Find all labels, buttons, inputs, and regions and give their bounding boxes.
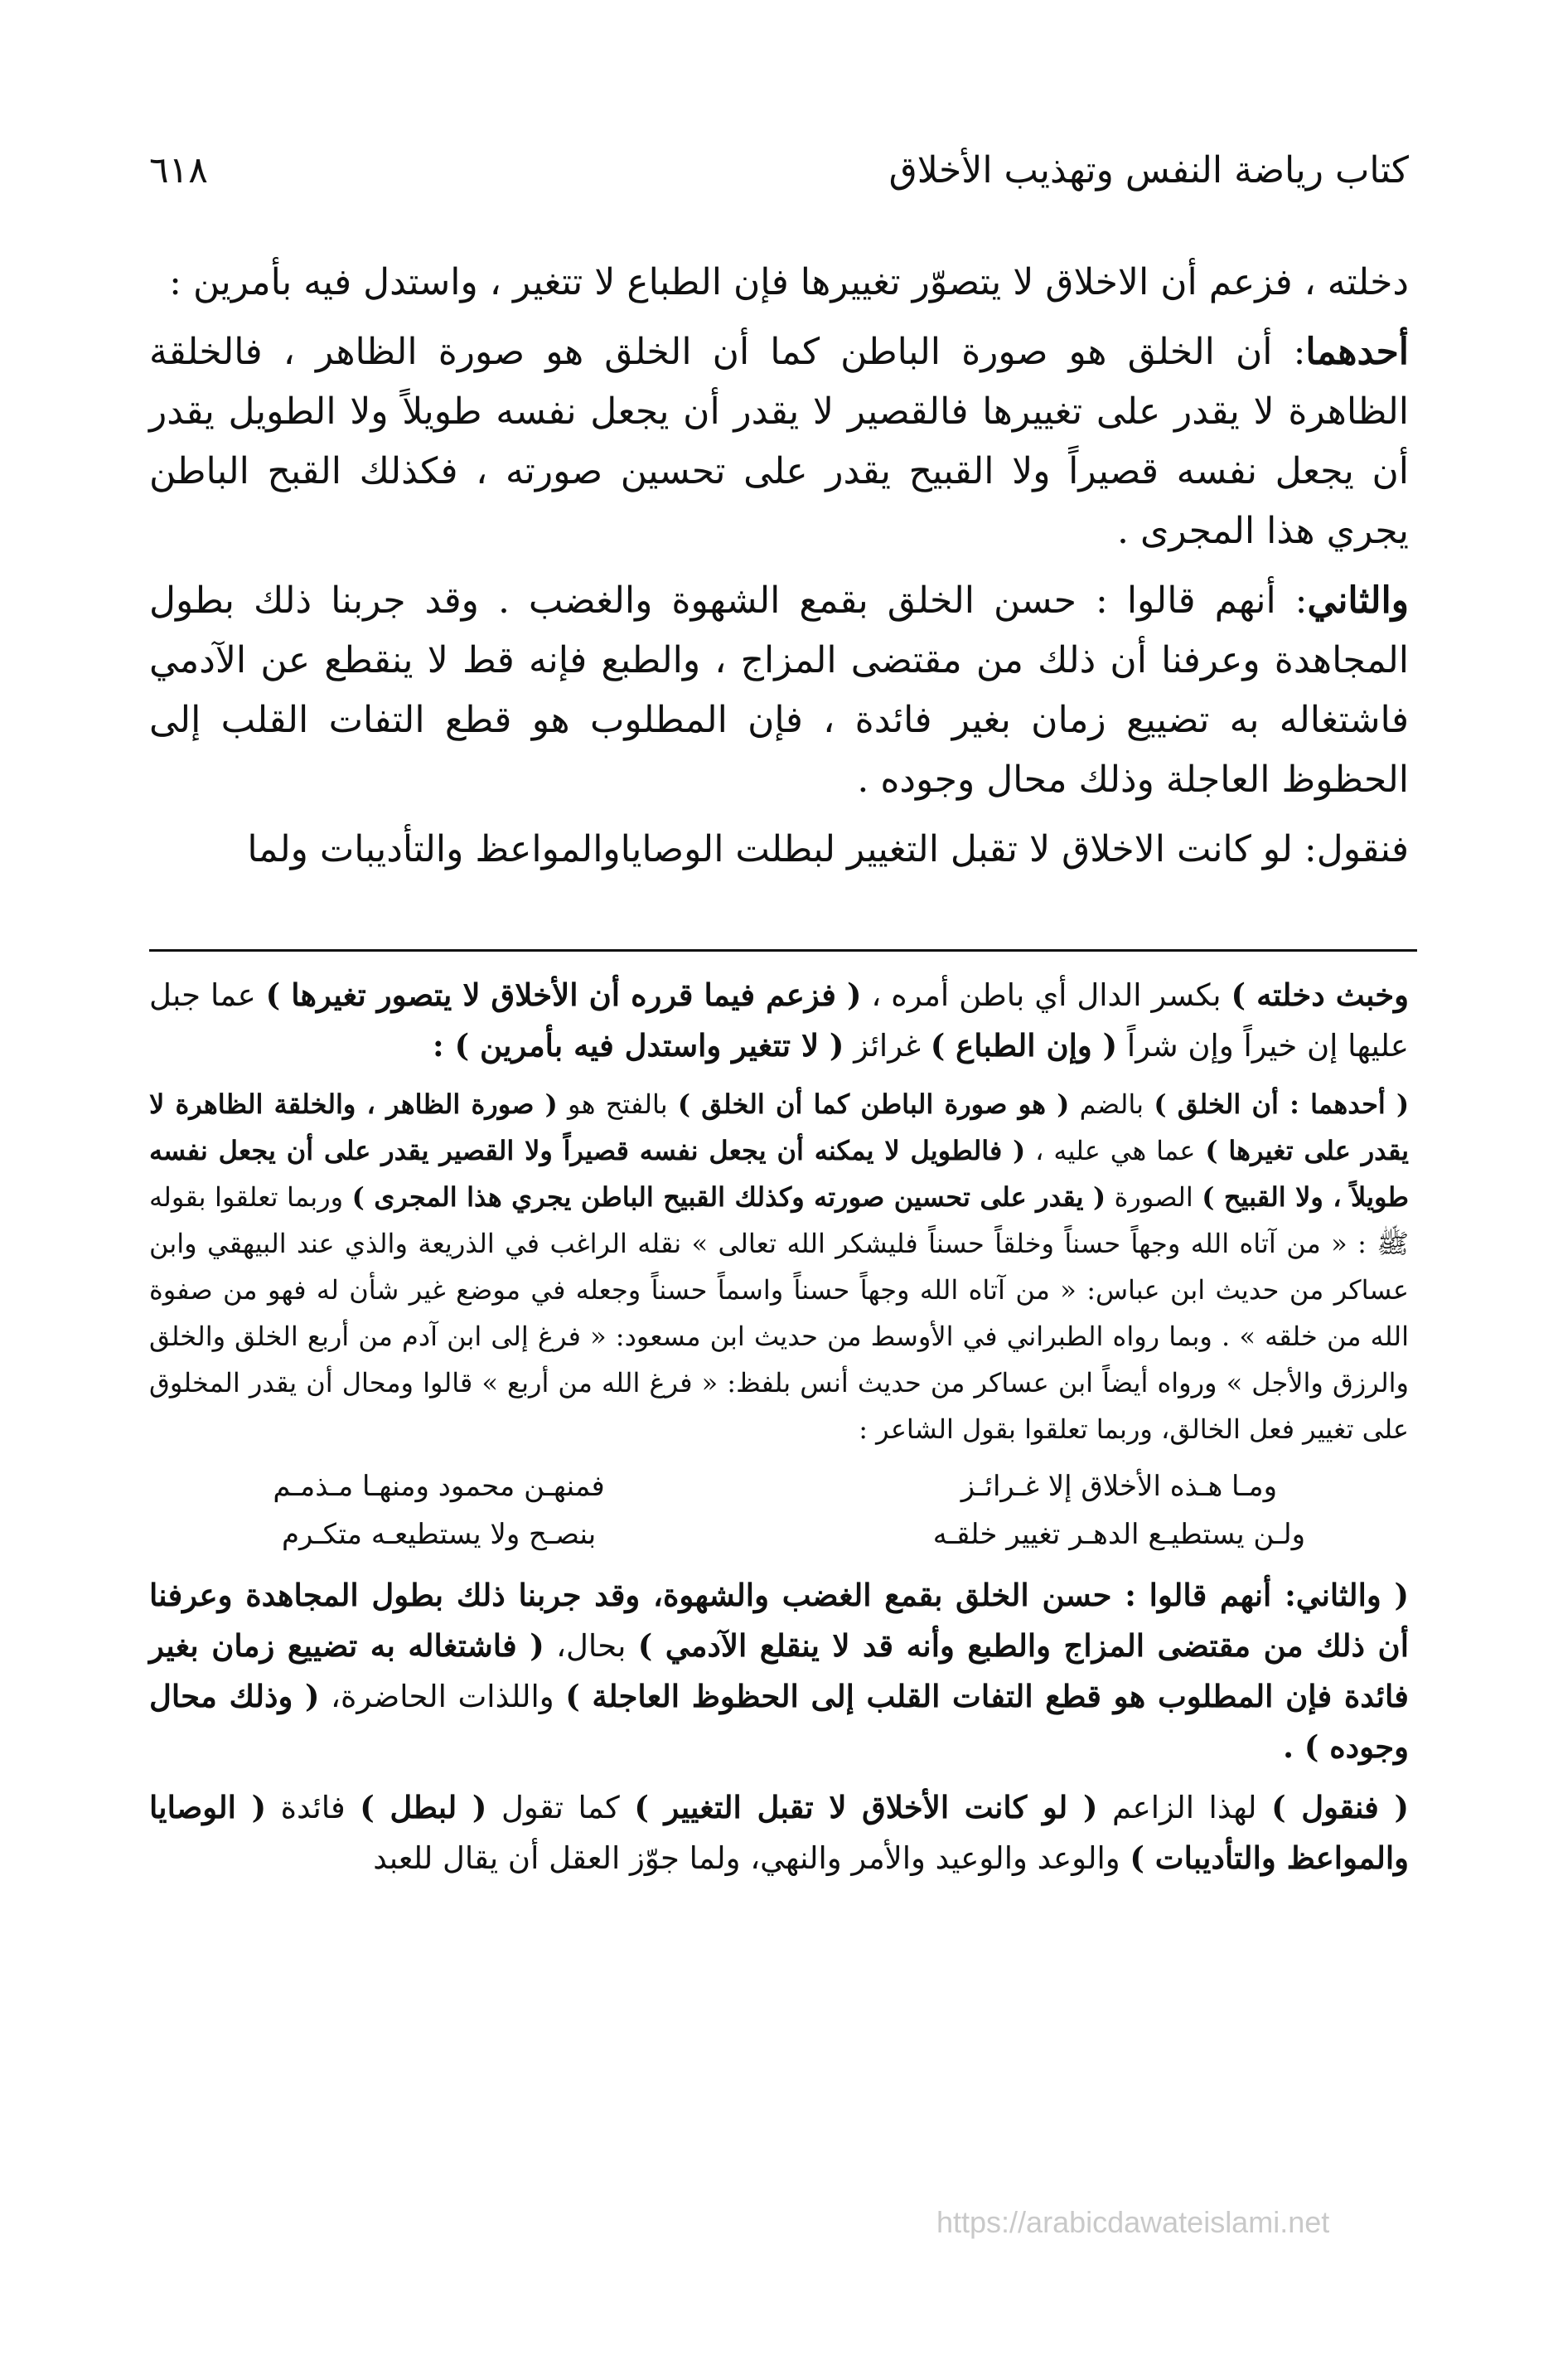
verse-first-hemistich: ومـا هـذه الأخلاق إلا غـرائـز (960, 1470, 1278, 1503)
watermark-url: https://arabicdawateislami.net (936, 2205, 1330, 2239)
commentary-text: غرائز (854, 1028, 921, 1064)
paragraph-body: : أنهم قالوا : حسن الخلق بقمع الشهوة والغضب . وقد جربنا ذلك بطول المجاهدة وعرفنا أن ذلك من مقتضى المزاج ، والطبع فإنه قط لا ينقطع عن الآدمي فاشتغاله به تضييع زمان بغير فائدة ، فإن المطلوب هو قطع التفات القلب إلى الحظوظ العاجلة وذلك محال وجوده . (149, 579, 1409, 801)
footnote-divider (149, 949, 1417, 952)
quoted-text: ( وذلك محال وجوده ) . (149, 1678, 1409, 1765)
commentary-text: بالضم (1079, 1088, 1144, 1120)
quoted-text: ( يقدر على تحسين صورته وكذلك القبيح الباطن يجري هذا المجرى ) (351, 1181, 1106, 1213)
main-paragraph: فنقول: لو كانت الاخلاق لا تقبل التغيير لبطلت الوصاياوالمواعظ والتأديبات ولما (247, 828, 1409, 870)
commentary-text: وربما تعلقوا بقوله ﷺ : « من آتاه الله وجهاً حسناً وخلقاً حسناً فليشكر الله تعالى » نقله الراغب في الذريعة والذي عند البيهقي وابن عساكر من حديث ابن عباس: « من آتاه الله وجهاً حسناً واسماً حسناً وجعله في موضع غير شأن له فهو من صفوة الله من خلقه » . وبما رواه الطبراني في الأوسط من حديث ابن مسعود: « فرغ إلى ابن آدم من أربع الخلق والخلق والرزق والأجل » ورواه أيضاً ابن عساكر من حديث أنس بلفظ: « فرغ الله من أربع » قالوا ومحال أن يقدر المخلوق على تغيير فعل الخالق، وربما تعلقوا بقول الشاعر : (149, 1181, 1410, 1445)
commentary-text: عما جبل عليها إن خيراً وإن شراً (149, 977, 1409, 1064)
paragraph-lead: أحدهما (1305, 331, 1409, 373)
paragraph-lead: والثاني (1307, 579, 1409, 622)
verse-second-hemistich: بنصـح ولا يستطيعـه متكـرم (282, 1518, 597, 1551)
quoted-text: ( لا تتغير واستدل فيه بأمرين ) : (433, 1027, 844, 1064)
commentary-paragraph (149, 970, 1409, 1071)
quoted-text: ( فاشتغاله به تضييع زمان بغير فائدة فإن المطلوب هو قطع التفات القلب إلى الحظوظ العاجلة ) (149, 1627, 1409, 1714)
commentary-paragraph (149, 1081, 1409, 1452)
quoted-text: ( فنقول ) (1271, 1789, 1410, 1825)
quoted-text: ( والثاني: أنهم قالوا : حسن الخلق بقمع الغضب والشهوة، وقد جربنا ذلك بطول المجاهدة وعرفنا أن ذلك من مقتضى المزاج والطبع وأنه قد لا ينقلع الآدمي ) (149, 1577, 1409, 1664)
commentary-text: بحال، (556, 1628, 627, 1664)
quoted-text: ( لو كانت الأخلاق لا تقبل التغيير ) (634, 1789, 1098, 1825)
quoted-text: ( صورة الظاهر ، والخلقة الظاهرة لا يقدر على تغيرها ) (149, 1088, 1410, 1166)
quoted-text: ( الوصايا والمواعظ والتأديبات ) (149, 1789, 1409, 1876)
commentary-text: والوعد والوعيد والأمر والنهي، ولما جوّز العقل أن يقال للعبد (373, 1840, 1120, 1876)
main-paragraph: دخلته ، فزعم أن الاخلاق لا يتصوّر تغييرها فإن الطباع لا تتغير ، واستدل فيه بأمرين : (169, 261, 1409, 303)
main-text (149, 253, 1409, 889)
commentary-paragraph (149, 1570, 1409, 1772)
verse-first-hemistich: ولـن يستطيـع الدهـر تغيير خلقـه (932, 1518, 1306, 1551)
poem (149, 1462, 1409, 1558)
commentary-text: بالفتح هو (568, 1088, 668, 1120)
commentary-text: فائدة (280, 1790, 346, 1825)
poem-verse (149, 1510, 1409, 1558)
quoted-text: ( فزعم فيما قرره أن الأخلاق لا يتصور تغيرها ) (265, 977, 862, 1013)
main-paragraph (149, 571, 1409, 810)
verse-second-hemistich: فمنهـن محمود ومنهـا مـذمـم (273, 1470, 605, 1503)
quoted-text: ( أحدهما : أن الخلق ) (1154, 1088, 1410, 1120)
page-header (149, 141, 1409, 199)
quoted-text: ( فالطويل لا يمكنه أن يجعل نفسه قصيراً ولا القصير يقدر على أن يجعل نفسه طويلاً ، ولا القبيح ) (149, 1135, 1409, 1213)
commentary-text: كما تقول (501, 1790, 620, 1825)
quoted-text: ( وإن الطباع ) (930, 1027, 1118, 1064)
quoted-text: ( هو صورة الباطن كما أن الخلق ) (677, 1088, 1070, 1120)
commentary-text: لهذا الزاعم (1112, 1790, 1257, 1825)
poem-verse (149, 1462, 1409, 1510)
commentary-text: الصورة (1114, 1181, 1193, 1213)
quoted-text: ( لبطل ) (360, 1789, 487, 1825)
page-number: ٦١٨ (149, 148, 208, 191)
book-title: كتاب رياضة النفس وتهذيب الأخلاق (888, 148, 1409, 191)
commentary-text: بكسر الدال أي باطن أمره ، (871, 977, 1222, 1013)
commentary-text: واللذات الحاضرة، (331, 1679, 554, 1714)
commentary-text: عما هي عليه ، (1035, 1135, 1196, 1166)
paragraph-body: : أن الخلق هو صورة الباطن كما أن الخلق هو صورة الظاهر ، فالخلقة الظاهرة لا يقدر على تغييرها فالقصير لا يقدر أن يجعل نفسه طويلاً ولا الطويل يقدر أن يجعل نفسه قصيراً ولا القبيح يقدر على تحسين صورته ، فكذلك القبح الباطن يجري هذا المجرى . (149, 331, 1409, 552)
quoted-text: وخبث دخلته ) (1231, 977, 1409, 1013)
commentary-paragraph (149, 1782, 1409, 1883)
commentary (149, 970, 1409, 1893)
main-paragraph (149, 322, 1409, 561)
